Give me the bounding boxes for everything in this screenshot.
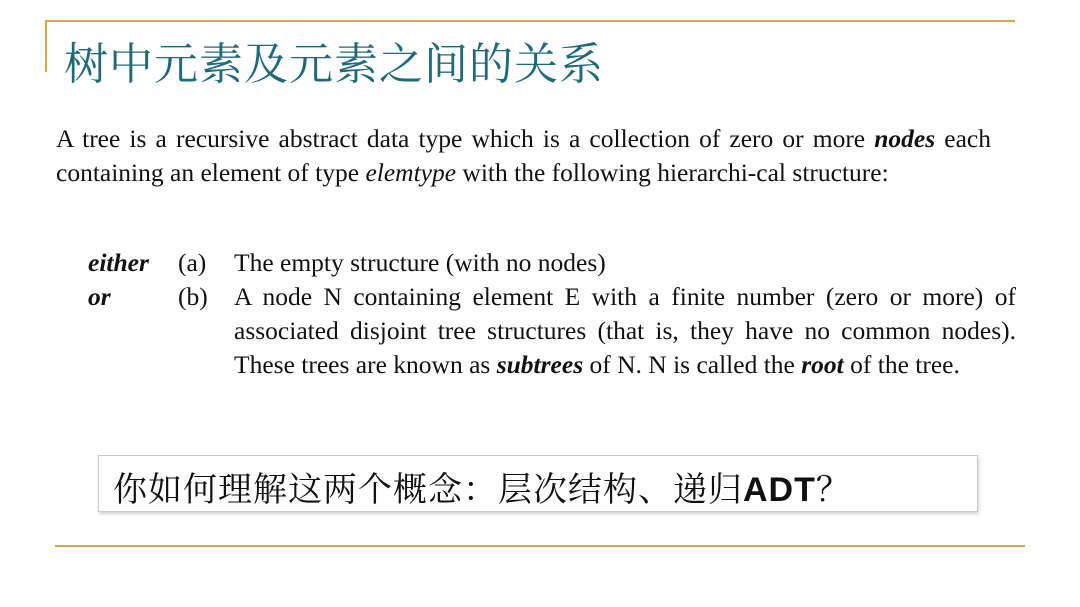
question-mark: ？ (815, 470, 851, 510)
case-row-a (88, 246, 1016, 280)
subtrees-term: subtrees (496, 350, 584, 379)
nodes-term: nodes (874, 124, 936, 153)
definition-paragraph (56, 122, 991, 190)
intro-text-1: A tree is a recursive abstract data type which is a collection of zero or more (56, 124, 875, 153)
elemtype-term: elemtype (365, 158, 457, 187)
top-rule (45, 20, 1015, 22)
question-adt: ADT (743, 471, 816, 509)
case-b-text-3: of the tree. (843, 350, 960, 379)
question-text (113, 462, 851, 511)
question-cn: 你如何理解这两个概念：层次结构、递归 (113, 470, 743, 510)
case-text-b (234, 280, 1016, 382)
case-label-a: (a) (178, 248, 207, 277)
case-keyword-either: either (88, 248, 149, 277)
intro-text-2: each containing an element of type (56, 124, 991, 187)
case-label-b: (b) (178, 282, 208, 311)
case-row-b (88, 280, 1016, 382)
case-b-text-2: of N. N is called the (583, 350, 802, 379)
intro-text-3: with the following hierarchi-cal structure: (456, 158, 889, 187)
slide-title: 树中元素及元素之间的关系 (64, 39, 604, 90)
question-box (98, 455, 978, 512)
case-text-a: The empty structure (with no nodes) (234, 248, 606, 277)
case-b-text-1: A node N containing element E with a finite number (zero or more) of associated disjoint tree structures (that is, they have no common nodes). These trees are known as (234, 282, 1016, 379)
definition-cases (88, 246, 1016, 382)
case-keyword-or: or (88, 282, 111, 311)
root-term: root (801, 350, 844, 379)
bottom-rule (55, 545, 1025, 547)
title-accent-bar (45, 20, 47, 72)
